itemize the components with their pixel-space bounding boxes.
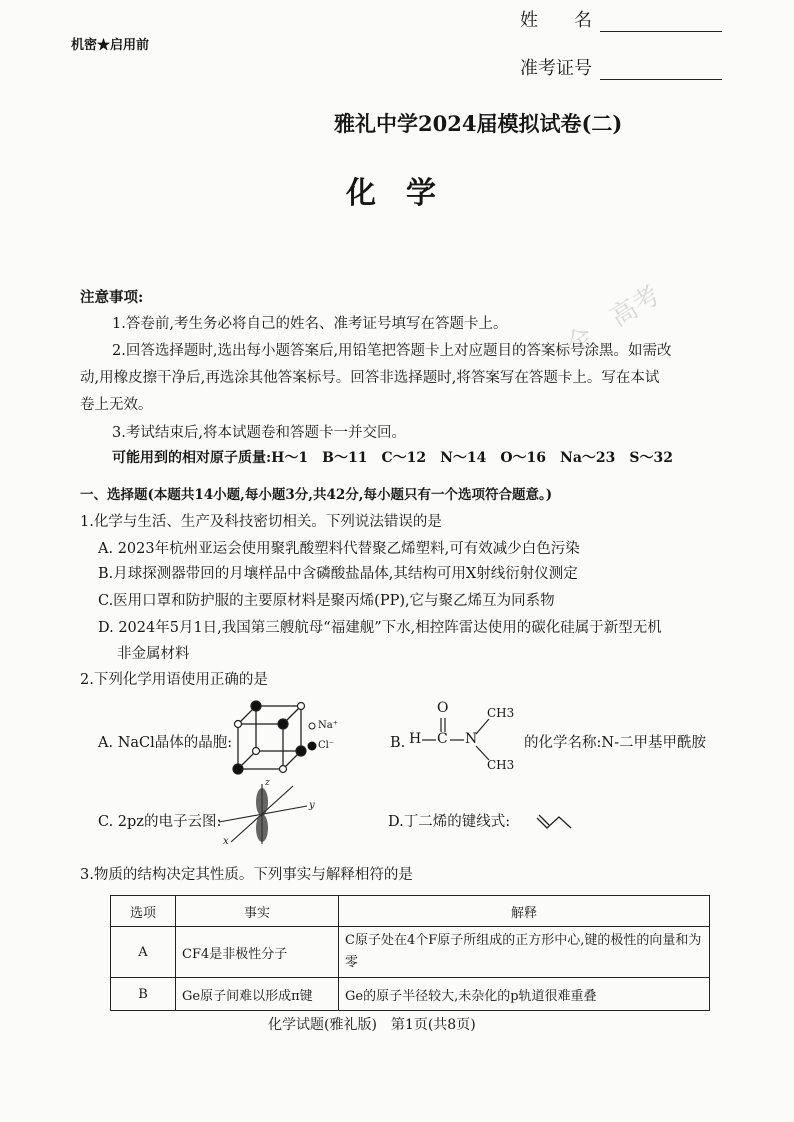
notes-heading: 注意事项: [80,289,144,306]
nacl-unit-cell-diagram [228,698,368,780]
confidential-mark: 机密★启用前 [71,38,150,53]
axis-x-label: x [223,836,229,847]
axis-z-label: z [265,778,270,788]
row-b-fact: Ge原子间难以形成π键 [176,978,339,1011]
axis-y-label: y [309,800,315,811]
atomic-masses: 可能用到的相对原子质量:H～1 B～11 C～12 N～14 O～16 Na～23 S～32 [112,450,673,466]
header-fact: 事实 [176,896,339,927]
dmf-structure [409,696,519,778]
q2-option-a-label: A. NaCl晶体的晶胞: [98,735,233,751]
table-row [111,927,710,978]
q3-table [110,895,710,1011]
q2-option-d-label: D.丁二烯的键线式: [388,814,511,830]
2pz-orbital-diagram [215,778,321,847]
q3-stem: 3.物质的结构决定其性质。下列事实与解释相符的是 [80,867,413,883]
page-footer: 化学试题(雅礼版) 第1页(共8页) [268,1017,476,1033]
id-label: 准考证号 [520,58,592,79]
dmf-c: C [437,731,448,747]
q2-option-b-name: 的化学名称:N-二甲基甲酰胺 [524,735,706,751]
note-3: 3.考试结束后,将本试题卷和答题卡一并交回。 [112,425,406,441]
row-a-option: A [111,927,176,978]
header-option: 选项 [111,896,176,927]
table-row [111,978,710,1011]
q1-option-a: A. 2023年杭州亚运会使用聚乳酸塑料代替聚乙烯塑料,可有效减少白色污染 [98,541,580,557]
note-1: 1.答卷前,考生务必将自己的姓名、准考证号填写在答题卡上。 [112,316,508,332]
dmf-ch3-bottom: CH3 [487,758,515,772]
row-a-explanation: C原子处在4个F原子所组成的正方形中心,键的极性的向量和为零 [339,927,710,978]
name-field [520,6,722,32]
orbital-drawing [215,782,321,846]
subject-title: 化 学 [346,176,436,211]
dmf-o: O [437,700,449,716]
dmf-n: N [465,731,478,747]
legend-cl: Cl⁻ [318,740,335,751]
legend-na: Na⁺ [318,720,338,731]
exam-title: 雅礼中学2024届模拟试卷(二) [334,111,623,136]
id-field [520,54,722,80]
note-2-line1: 2.回答选择题时,选出每小题答案后,用铅笔把答题卡上对应题目的答案标号涂黑。如需改 [112,343,672,359]
q2-option-b-label: B. [390,735,406,751]
note-2-line2: 动,用橡皮擦干净后,再选涂其他答案标号。回答非选择题时,将答案写在答题卡上。写在本试 [80,370,660,386]
section-heading: 一、选择题(本题共14小题,每小题3分,共42分,每小题只有一个选项符合题意。) [80,487,553,503]
row-a-fact: CF4是非极性分子 [176,927,339,978]
q2-option-c-label: C. 2pz的电子云图: [98,814,222,830]
watermark: 全 高考 [561,280,666,361]
id-blank [600,61,722,80]
name-label: 姓 名 [520,10,592,31]
q1-stem: 1.化学与生活、生产及科技密切相关。下列说法错误的是 [80,514,442,530]
table-header-row [111,896,710,927]
name-blank [600,13,722,32]
butadiene-skeletal-formula [535,812,575,832]
dmf-ch3-top: CH3 [487,706,515,720]
q1-option-d-line2: 非金属材料 [117,646,190,662]
row-b-explanation: Ge的原子半径较大,未杂化的p轨道很难重叠 [339,978,710,1011]
note-2-line3: 卷上无效。 [80,397,153,413]
q2-stem: 2.下列化学用语使用正确的是 [80,672,268,688]
header-explanation: 解释 [339,896,710,927]
row-b-option: B [111,978,176,1011]
dmf-h: H [409,731,422,747]
q1-option-d-line1: D. 2024年5月1日,我国第三艘航母“福建舰”下水,相控阵雷达使用的碳化硅属于新型无机 [98,620,662,636]
q1-option-b: B.月球探测器带回的月壤样品中含磷酸盐晶体,其结构可用X射线衍射仪测定 [98,566,578,582]
q1-option-c: C.医用口罩和防护服的主要原材料是聚丙烯(PP),它与聚乙烯互为同系物 [98,593,555,609]
